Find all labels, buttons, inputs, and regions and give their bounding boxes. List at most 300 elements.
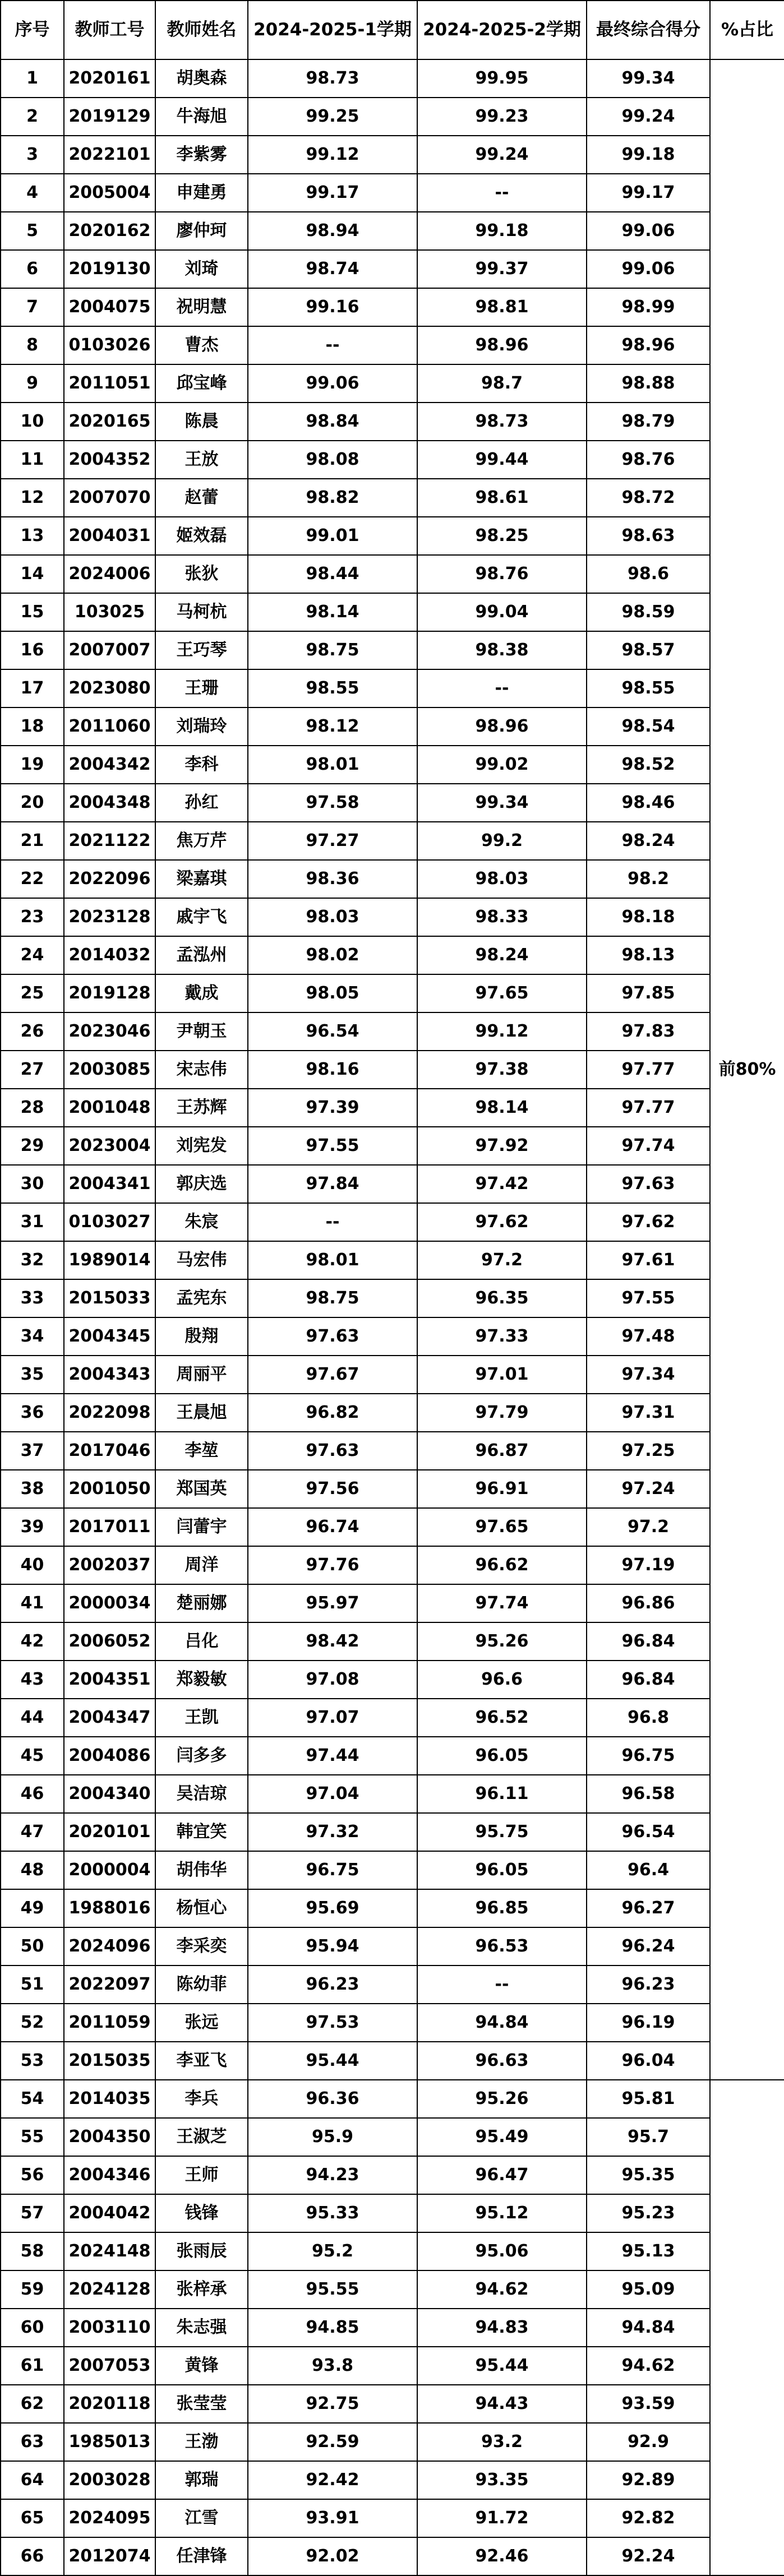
- final-score-cell: 98.52: [587, 746, 710, 784]
- teacher-id-cell: 0103026: [64, 326, 155, 364]
- teacher-name-cell: 楚丽娜: [155, 1584, 248, 1622]
- term-2-score-cell: 98.03: [417, 860, 587, 898]
- teacher-id-cell: 2004351: [64, 1661, 155, 1699]
- table-row: [1, 1661, 784, 1699]
- term-2-score-cell: 94.84: [417, 2004, 587, 2042]
- teacher-name-cell: 朱宸: [155, 1203, 248, 1241]
- final-score-cell: 95.81: [587, 2080, 710, 2118]
- percentile-group-cell: 前80%: [710, 59, 784, 2080]
- term-1-score-cell: 97.56: [248, 1470, 417, 1508]
- teacher-name-cell: 宋志伟: [155, 1051, 248, 1089]
- teacher-name-cell: 张莹莹: [155, 2385, 248, 2423]
- table-row: [1, 364, 784, 403]
- table-row: [1, 517, 784, 555]
- teacher-id-cell: 2015035: [64, 2042, 155, 2080]
- final-score-cell: 98.57: [587, 631, 710, 669]
- term-2-score-cell: 97.62: [417, 1203, 587, 1241]
- term-1-score-cell: 97.67: [248, 1356, 417, 1394]
- table-row: [1, 707, 784, 746]
- teacher-name-cell: 张梓承: [155, 2270, 248, 2309]
- rank-cell: 5: [1, 212, 64, 250]
- table-row: [1, 2385, 784, 2423]
- term-1-score-cell: 98.12: [248, 707, 417, 746]
- teacher-name-cell: 郑毅敏: [155, 1661, 248, 1699]
- teacher-name-cell: 孟宪东: [155, 1279, 248, 1317]
- term-1-score-cell: 99.06: [248, 364, 417, 403]
- teacher-id-cell: 2003110: [64, 2309, 155, 2347]
- teacher-name-cell: 王晨旭: [155, 1394, 248, 1432]
- teacher-name-cell: 牛海旭: [155, 98, 248, 136]
- term-2-score-cell: 97.65: [417, 974, 587, 1012]
- term-1-score-cell: 98.36: [248, 860, 417, 898]
- term-1-score-cell: 96.82: [248, 1394, 417, 1432]
- teacher-id-cell: 2021122: [64, 822, 155, 860]
- table-row: [1, 974, 784, 1012]
- final-score-cell: 97.63: [587, 1165, 710, 1203]
- teacher-id-cell: 0103027: [64, 1203, 155, 1241]
- term-1-score-cell: 94.85: [248, 2309, 417, 2347]
- term-1-score-cell: 92.42: [248, 2461, 417, 2499]
- rank-cell: 52: [1, 2004, 64, 2042]
- teacher-name-cell: 王巧琴: [155, 631, 248, 669]
- rank-cell: 12: [1, 479, 64, 517]
- term-2-score-cell: 99.04: [417, 593, 587, 631]
- rank-cell: 56: [1, 2156, 64, 2194]
- table-row: [1, 746, 784, 784]
- final-score-cell: 97.24: [587, 1470, 710, 1508]
- term-1-score-cell: 92.02: [248, 2537, 417, 2575]
- table-row: [1, 1965, 784, 2004]
- table-row: [1, 1737, 784, 1775]
- teacher-name-cell: 张狄: [155, 555, 248, 593]
- teacher-name-cell: 闫多多: [155, 1737, 248, 1775]
- term-2-score-cell: 96.6: [417, 1661, 587, 1699]
- term-2-score-cell: 96.85: [417, 1889, 587, 1927]
- rank-cell: 37: [1, 1432, 64, 1470]
- term-2-score-cell: 94.43: [417, 2385, 587, 2423]
- teacher-id-cell: 2004086: [64, 1737, 155, 1775]
- final-score-cell: 99.18: [587, 136, 710, 174]
- rank-cell: 50: [1, 1927, 64, 1965]
- table-row: [1, 1241, 784, 1279]
- term-1-score-cell: 96.54: [248, 1012, 417, 1051]
- final-score-cell: 96.84: [587, 1622, 710, 1661]
- teacher-name-cell: 马柯杭: [155, 593, 248, 631]
- rank-cell: 39: [1, 1508, 64, 1546]
- term-1-score-cell: 92.75: [248, 2385, 417, 2423]
- table-row: [1, 2537, 784, 2575]
- final-score-cell: 92.82: [587, 2499, 710, 2537]
- rank-cell: 16: [1, 631, 64, 669]
- teacher-name-cell: 郭庆选: [155, 1165, 248, 1203]
- term-1-score-cell: 95.9: [248, 2118, 417, 2156]
- term-1-score-cell: 98.74: [248, 250, 417, 288]
- rank-cell: 41: [1, 1584, 64, 1622]
- teacher-id-cell: 2020101: [64, 1813, 155, 1851]
- term-1-score-cell: 99.12: [248, 136, 417, 174]
- teacher-id-cell: 2011060: [64, 707, 155, 746]
- rank-cell: 23: [1, 898, 64, 936]
- teacher-id-cell: 2007007: [64, 631, 155, 669]
- teacher-id-cell: 2020161: [64, 59, 155, 98]
- term-2-score-cell: 94.62: [417, 2270, 587, 2309]
- teacher-id-cell: 2024148: [64, 2232, 155, 2270]
- term-1-score-cell: 96.74: [248, 1508, 417, 1546]
- teacher-id-cell: 1985013: [64, 2423, 155, 2461]
- rank-cell: 7: [1, 288, 64, 326]
- term-2-score-cell: 95.06: [417, 2232, 587, 2270]
- rank-cell: 40: [1, 1546, 64, 1584]
- rank-cell: 27: [1, 1051, 64, 1089]
- term-2-score-cell: 99.24: [417, 136, 587, 174]
- table-row: [1, 1813, 784, 1851]
- teacher-id-cell: 2011059: [64, 2004, 155, 2042]
- rank-cell: 62: [1, 2385, 64, 2423]
- final-score-cell: 96.27: [587, 1889, 710, 1927]
- term-1-score-cell: 95.55: [248, 2270, 417, 2309]
- teacher-name-cell: 梁嘉琪: [155, 860, 248, 898]
- teacher-id-cell: 2004031: [64, 517, 155, 555]
- term-2-score-cell: 99.95: [417, 59, 587, 98]
- rank-cell: 47: [1, 1813, 64, 1851]
- term-1-score-cell: 95.33: [248, 2194, 417, 2232]
- table-row: [1, 669, 784, 707]
- teacher-id-cell: 2004075: [64, 288, 155, 326]
- term-1-score-cell: 95.44: [248, 2042, 417, 2080]
- term-1-score-cell: --: [248, 326, 417, 364]
- term-1-score-cell: 99.17: [248, 174, 417, 212]
- teacher-id-cell: 2023128: [64, 898, 155, 936]
- rank-cell: 38: [1, 1470, 64, 1508]
- teacher-id-cell: 2022096: [64, 860, 155, 898]
- table-row: [1, 822, 784, 860]
- term-2-score-cell: 96.05: [417, 1737, 587, 1775]
- rank-cell: 43: [1, 1661, 64, 1699]
- final-score-cell: 98.96: [587, 326, 710, 364]
- table-row: [1, 1089, 784, 1127]
- term-2-score-cell: 93.35: [417, 2461, 587, 2499]
- teacher-name-cell: 孟泓州: [155, 936, 248, 974]
- final-score-cell: 98.13: [587, 936, 710, 974]
- teacher-name-cell: 李兵: [155, 2080, 248, 2118]
- teacher-name-cell: 陈晨: [155, 403, 248, 441]
- term-1-score-cell: 98.84: [248, 403, 417, 441]
- term-2-score-cell: 91.72: [417, 2499, 587, 2537]
- header-rank: 序号: [1, 1, 64, 59]
- term-1-score-cell: 98.01: [248, 746, 417, 784]
- term-1-score-cell: 98.01: [248, 1241, 417, 1279]
- term-1-score-cell: 98.82: [248, 479, 417, 517]
- teacher-id-cell: 2017046: [64, 1432, 155, 1470]
- teacher-id-cell: 2004348: [64, 784, 155, 822]
- final-score-cell: 99.34: [587, 59, 710, 98]
- final-score-cell: 98.63: [587, 517, 710, 555]
- teacher-id-cell: 2024006: [64, 555, 155, 593]
- teacher-id-cell: 2003085: [64, 1051, 155, 1089]
- table-row: [1, 1432, 784, 1470]
- table-row: [1, 479, 784, 517]
- term-1-score-cell: 95.97: [248, 1584, 417, 1622]
- final-score-cell: 96.19: [587, 2004, 710, 2042]
- term-2-score-cell: 97.74: [417, 1584, 587, 1622]
- term-2-score-cell: 95.26: [417, 2080, 587, 2118]
- teacher-id-cell: 2000004: [64, 1851, 155, 1889]
- teacher-name-cell: 周丽平: [155, 1356, 248, 1394]
- teacher-name-cell: 李亚飞: [155, 2042, 248, 2080]
- term-1-score-cell: 97.08: [248, 1661, 417, 1699]
- term-1-score-cell: 97.55: [248, 1127, 417, 1165]
- rank-cell: 63: [1, 2423, 64, 2461]
- table-row: [1, 1012, 784, 1051]
- teacher-id-cell: 2023004: [64, 1127, 155, 1165]
- term-2-score-cell: 96.35: [417, 1279, 587, 1317]
- term-1-score-cell: 97.76: [248, 1546, 417, 1584]
- rank-cell: 28: [1, 1089, 64, 1127]
- teacher-name-cell: 姬效磊: [155, 517, 248, 555]
- rank-cell: 8: [1, 326, 64, 364]
- final-score-cell: 97.61: [587, 1241, 710, 1279]
- teacher-name-cell: 廖仲珂: [155, 212, 248, 250]
- teacher-name-cell: 周洋: [155, 1546, 248, 1584]
- final-score-cell: 98.54: [587, 707, 710, 746]
- teacher-id-cell: 2012074: [64, 2537, 155, 2575]
- final-score-cell: 94.84: [587, 2309, 710, 2347]
- header-term-1-score: 2024-2025-1学期: [248, 1, 417, 59]
- rank-cell: 60: [1, 2309, 64, 2347]
- table-row: [1, 326, 784, 364]
- term-1-score-cell: 96.23: [248, 1965, 417, 2004]
- teacher-name-cell: 吕化: [155, 1622, 248, 1661]
- table-row: [1, 2270, 784, 2309]
- teacher-id-cell: 2004340: [64, 1775, 155, 1813]
- rank-cell: 44: [1, 1699, 64, 1737]
- rank-cell: 35: [1, 1356, 64, 1394]
- teacher-name-cell: 黄锋: [155, 2347, 248, 2385]
- rank-cell: 26: [1, 1012, 64, 1051]
- rank-cell: 24: [1, 936, 64, 974]
- final-score-cell: 95.23: [587, 2194, 710, 2232]
- rank-cell: 2: [1, 98, 64, 136]
- term-1-score-cell: 97.27: [248, 822, 417, 860]
- final-score-cell: 97.2: [587, 1508, 710, 1546]
- final-score-cell: 98.18: [587, 898, 710, 936]
- header-term-2-score: 2024-2025-2学期: [417, 1, 587, 59]
- teacher-id-cell: 2014032: [64, 936, 155, 974]
- term-1-score-cell: 97.07: [248, 1699, 417, 1737]
- table-row: [1, 441, 784, 479]
- rank-cell: 45: [1, 1737, 64, 1775]
- term-2-score-cell: 97.92: [417, 1127, 587, 1165]
- term-2-score-cell: 98.73: [417, 403, 587, 441]
- rank-cell: 51: [1, 1965, 64, 2004]
- rank-cell: 1: [1, 59, 64, 98]
- rank-cell: 17: [1, 669, 64, 707]
- table-body: [1, 59, 784, 2575]
- term-2-score-cell: 99.44: [417, 441, 587, 479]
- table-row: [1, 1699, 784, 1737]
- final-score-cell: 92.89: [587, 2461, 710, 2499]
- term-2-score-cell: 92.46: [417, 2537, 587, 2575]
- table-row: [1, 1622, 784, 1661]
- teacher-id-cell: 2000034: [64, 1584, 155, 1622]
- teacher-name-cell: 王苏辉: [155, 1089, 248, 1127]
- final-score-cell: 98.99: [587, 288, 710, 326]
- teacher-name-cell: 戴成: [155, 974, 248, 1012]
- term-1-score-cell: 95.69: [248, 1889, 417, 1927]
- table-row: [1, 1165, 784, 1203]
- term-1-score-cell: 97.39: [248, 1089, 417, 1127]
- term-2-score-cell: 98.81: [417, 288, 587, 326]
- table-row: [1, 1356, 784, 1394]
- rank-cell: 20: [1, 784, 64, 822]
- term-2-score-cell: 98.76: [417, 555, 587, 593]
- teacher-id-cell: 2007053: [64, 2347, 155, 2385]
- rank-cell: 42: [1, 1622, 64, 1661]
- teacher-id-cell: 1988016: [64, 1889, 155, 1927]
- term-2-score-cell: 98.96: [417, 707, 587, 746]
- term-2-score-cell: 95.26: [417, 1622, 587, 1661]
- teacher-name-cell: 曹杰: [155, 326, 248, 364]
- teacher-id-cell: 2015033: [64, 1279, 155, 1317]
- final-score-cell: 96.86: [587, 1584, 710, 1622]
- final-score-cell: 96.04: [587, 2042, 710, 2080]
- teacher-id-cell: 2023080: [64, 669, 155, 707]
- final-score-cell: 97.85: [587, 974, 710, 1012]
- term-2-score-cell: 99.37: [417, 250, 587, 288]
- header-teacher-id: 教师工号: [64, 1, 155, 59]
- rank-cell: 3: [1, 136, 64, 174]
- table-row: [1, 1546, 784, 1584]
- term-1-score-cell: 98.44: [248, 555, 417, 593]
- header-row: [1, 1, 784, 59]
- teacher-id-cell: 2020162: [64, 212, 155, 250]
- teacher-name-cell: 孙红: [155, 784, 248, 822]
- term-2-score-cell: --: [417, 1965, 587, 2004]
- term-2-score-cell: 95.12: [417, 2194, 587, 2232]
- teacher-id-cell: 2004350: [64, 2118, 155, 2156]
- table-row: [1, 98, 784, 136]
- term-1-score-cell: 99.01: [248, 517, 417, 555]
- final-score-cell: 96.84: [587, 1661, 710, 1699]
- table-row: [1, 1394, 784, 1432]
- teacher-name-cell: 江雪: [155, 2499, 248, 2537]
- table-row: [1, 1317, 784, 1356]
- term-2-score-cell: 99.18: [417, 212, 587, 250]
- rank-cell: 61: [1, 2347, 64, 2385]
- term-1-score-cell: 98.05: [248, 974, 417, 1012]
- table-row: [1, 1851, 784, 1889]
- term-1-score-cell: --: [248, 1203, 417, 1241]
- teacher-id-cell: 2011051: [64, 364, 155, 403]
- table-row: [1, 288, 784, 326]
- final-score-cell: 98.55: [587, 669, 710, 707]
- rank-cell: 11: [1, 441, 64, 479]
- teacher-name-cell: 王渤: [155, 2423, 248, 2461]
- term-2-score-cell: 97.33: [417, 1317, 587, 1356]
- table-row: [1, 2042, 784, 2080]
- teacher-id-cell: 2020118: [64, 2385, 155, 2423]
- term-2-score-cell: 98.96: [417, 326, 587, 364]
- term-2-score-cell: 96.53: [417, 1927, 587, 1965]
- teacher-id-cell: 2001048: [64, 1089, 155, 1127]
- teacher-name-cell: 胡伟华: [155, 1851, 248, 1889]
- table-row: [1, 2080, 784, 2118]
- teacher-id-cell: 2022098: [64, 1394, 155, 1432]
- rank-cell: 65: [1, 2499, 64, 2537]
- final-score-cell: 98.72: [587, 479, 710, 517]
- teacher-id-cell: 2017011: [64, 1508, 155, 1546]
- header-final-score: 最终综合得分: [587, 1, 710, 59]
- header-percentile: %占比: [710, 1, 784, 59]
- rank-cell: 22: [1, 860, 64, 898]
- table-header: [1, 1, 784, 59]
- teacher-id-cell: 103025: [64, 593, 155, 631]
- table-row: [1, 2423, 784, 2461]
- term-1-score-cell: 97.63: [248, 1432, 417, 1470]
- term-1-score-cell: 98.73: [248, 59, 417, 98]
- teacher-name-cell: 焦万芹: [155, 822, 248, 860]
- teacher-id-cell: 2002037: [64, 1546, 155, 1584]
- final-score-cell: 98.76: [587, 441, 710, 479]
- term-2-score-cell: 96.52: [417, 1699, 587, 1737]
- table-row: [1, 1584, 784, 1622]
- term-1-score-cell: 95.2: [248, 2232, 417, 2270]
- term-2-score-cell: 96.47: [417, 2156, 587, 2194]
- rank-cell: 34: [1, 1317, 64, 1356]
- term-2-score-cell: 98.7: [417, 364, 587, 403]
- table-row: [1, 174, 784, 212]
- final-score-cell: 98.46: [587, 784, 710, 822]
- teacher-name-cell: 郭瑞: [155, 2461, 248, 2499]
- term-1-score-cell: 97.32: [248, 1813, 417, 1851]
- teacher-name-cell: 刘琦: [155, 250, 248, 288]
- term-2-score-cell: 96.91: [417, 1470, 587, 1508]
- term-2-score-cell: 97.42: [417, 1165, 587, 1203]
- table-row: [1, 860, 784, 898]
- teacher-id-cell: 2001050: [64, 1470, 155, 1508]
- table-row: [1, 136, 784, 174]
- final-score-cell: 94.62: [587, 2347, 710, 2385]
- table-row: [1, 1279, 784, 1317]
- teacher-id-cell: 2004345: [64, 1317, 155, 1356]
- teacher-id-cell: 2004346: [64, 2156, 155, 2194]
- final-score-cell: 97.19: [587, 1546, 710, 1584]
- teacher-id-cell: 2024096: [64, 1927, 155, 1965]
- final-score-cell: 99.06: [587, 212, 710, 250]
- final-score-cell: 95.09: [587, 2270, 710, 2309]
- table-row: [1, 936, 784, 974]
- term-1-score-cell: 98.75: [248, 1279, 417, 1317]
- term-1-score-cell: 94.23: [248, 2156, 417, 2194]
- term-1-score-cell: 98.14: [248, 593, 417, 631]
- teacher-name-cell: 申建勇: [155, 174, 248, 212]
- teacher-id-cell: 2019128: [64, 974, 155, 1012]
- term-2-score-cell: 99.34: [417, 784, 587, 822]
- teacher-id-cell: 2004352: [64, 441, 155, 479]
- term-2-score-cell: 98.24: [417, 936, 587, 974]
- teacher-name-cell: 李科: [155, 746, 248, 784]
- final-score-cell: 98.24: [587, 822, 710, 860]
- final-score-cell: 97.31: [587, 1394, 710, 1432]
- table-row: [1, 2118, 784, 2156]
- teacher-name-cell: 任津锋: [155, 2537, 248, 2575]
- table-row: [1, 2194, 784, 2232]
- final-score-cell: 96.58: [587, 1775, 710, 1813]
- teacher-id-cell: 2004347: [64, 1699, 155, 1737]
- table-row: [1, 1508, 784, 1546]
- term-2-score-cell: 96.87: [417, 1432, 587, 1470]
- table-row: [1, 593, 784, 631]
